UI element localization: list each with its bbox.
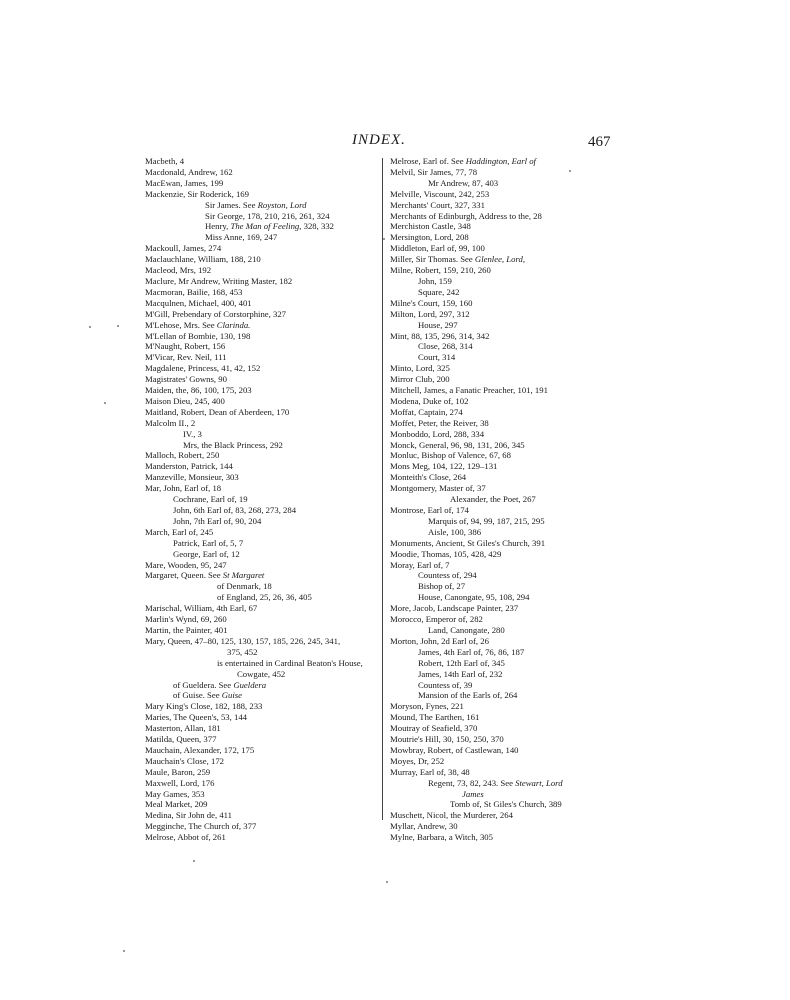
index-entry-text: Medina, Sir John de, 411 bbox=[145, 810, 233, 821]
index-entry bbox=[145, 581, 375, 592]
index-entry bbox=[145, 243, 375, 254]
index-entry-text: Maxwell, Lord, 176 bbox=[145, 777, 215, 788]
index-entry bbox=[390, 211, 610, 222]
index-entry-text: Melrose, Abbot of, 261 bbox=[145, 832, 226, 843]
index-entry-text: Regent, 73, 82, 243. See bbox=[428, 777, 516, 788]
index-entry bbox=[390, 331, 610, 342]
index-entry-text: Macleod, Mrs, 192 bbox=[145, 265, 212, 276]
index-entry-text: Malloch, Robert, 250 bbox=[145, 450, 220, 461]
index-entry-text: Mary King's Close, 182, 188, 233 bbox=[145, 701, 263, 712]
index-entry-text: Alexander, the Poet, 267 bbox=[450, 494, 536, 505]
index-entry-text: Margaret, Queen. See bbox=[145, 570, 223, 581]
index-entry-text: John, 6th Earl of, 83, 268, 273, 284 bbox=[173, 505, 297, 515]
index-entry-text: M'Lellan of Bombie, 130, 198 bbox=[145, 330, 251, 341]
index-entry bbox=[145, 832, 375, 843]
index-entry-text: Melvil, Sir James, 77, 78 bbox=[390, 166, 478, 177]
page-header bbox=[0, 132, 790, 152]
index-entry bbox=[145, 483, 375, 494]
index-entry bbox=[390, 287, 610, 298]
index-entry-text: James, 14th Earl of, 232 bbox=[418, 668, 503, 679]
index-entry-text: Mackoull, James, 274 bbox=[145, 243, 222, 254]
index-entry-text: IV., 3 bbox=[183, 428, 202, 439]
index-entry bbox=[145, 341, 375, 352]
index-entry bbox=[145, 450, 375, 461]
index-entry-text: Milne's Court, 159, 160 bbox=[390, 297, 473, 308]
index-entry-text: Manderston, Patrick, 144 bbox=[145, 461, 233, 472]
index-entry bbox=[145, 494, 375, 505]
index-entry bbox=[145, 287, 375, 298]
index-entry-text: George, Earl of, 12 bbox=[173, 548, 240, 559]
index-entry bbox=[145, 636, 375, 647]
index-entry-text: Henry, bbox=[205, 221, 231, 232]
index-entry-text: Mrs, the Black Princess, 292 bbox=[183, 439, 283, 450]
index-entry-text: Mylne, Barbara, a Witch, 305 bbox=[390, 832, 493, 843]
index-entry bbox=[390, 680, 610, 691]
index-entry-text: Myllar, Andrew, 30 bbox=[390, 821, 458, 832]
index-entry bbox=[145, 211, 375, 222]
index-entry bbox=[390, 647, 610, 658]
index-entry-text: Marlin's Wynd, 69, 260 bbox=[145, 614, 227, 625]
index-entry bbox=[145, 723, 375, 734]
index-entry bbox=[390, 189, 610, 200]
index-entry-text: Miller, Sir Thomas. See bbox=[390, 254, 475, 265]
index-entry-text: May Games, 353 bbox=[145, 788, 205, 799]
index-entry bbox=[145, 429, 375, 440]
index-entry bbox=[145, 789, 375, 800]
index-entry bbox=[145, 396, 375, 407]
index-entry-text: Moffat, Captain, 274 bbox=[390, 406, 463, 417]
index-entry-text: Bishop of, 27 bbox=[418, 581, 466, 592]
index-entry bbox=[390, 352, 610, 363]
scan-speck bbox=[117, 325, 119, 327]
index-entry bbox=[390, 178, 610, 189]
index-entry bbox=[145, 156, 375, 167]
index-entry bbox=[390, 298, 610, 309]
index-entry-text: Court, 314 bbox=[418, 352, 456, 363]
index-entry bbox=[390, 450, 610, 461]
index-entry bbox=[145, 625, 375, 636]
index-entry bbox=[390, 472, 610, 483]
index-entry-text: Macbeth, 4 bbox=[145, 156, 185, 166]
index-entry-text: Mare, Wooden, 95, 247 bbox=[145, 559, 227, 570]
index-entry-text: M'Vicar, Rev. Neil, 111 bbox=[145, 352, 227, 363]
index-entry-text: James, 4th Earl of, 76, 86, 187 bbox=[418, 646, 525, 657]
index-entry-text: Maclauchlane, William, 188, 210 bbox=[145, 254, 261, 265]
index-entry bbox=[145, 527, 375, 538]
index-entry-text: Milne, Robert, 159, 210, 260 bbox=[390, 265, 491, 276]
index-entry-text: Moodie, Thomas, 105, 428, 429 bbox=[390, 548, 502, 559]
index-entry-text: Monboddo, Lord, 288, 334 bbox=[390, 428, 485, 439]
index-entry-text: Mar, John, Earl of, 18 bbox=[145, 483, 222, 494]
index-entry bbox=[390, 832, 610, 843]
index-entry bbox=[145, 232, 375, 243]
index-entry bbox=[390, 636, 610, 647]
index-entry-crossref: Haddington, Earl of bbox=[465, 156, 536, 166]
scan-speck bbox=[123, 950, 125, 952]
index-entry bbox=[145, 669, 375, 680]
index-entry bbox=[390, 756, 610, 767]
index-entry-text: Martin, the Painter, 401 bbox=[145, 624, 228, 635]
index-entry-text: Aisle, 100, 386 bbox=[428, 526, 482, 537]
index-entry-text: Merchants of Edinburgh, Address to the, 28 bbox=[390, 210, 542, 221]
index-entry-text: MacEwan, James, 199 bbox=[145, 177, 224, 188]
index-entry-text: Mansion of the Earls of, 264 bbox=[418, 690, 518, 701]
index-entry bbox=[145, 472, 375, 483]
index-entry bbox=[145, 516, 375, 527]
index-entry bbox=[390, 461, 610, 472]
index-entry bbox=[390, 341, 610, 352]
index-entry bbox=[390, 243, 610, 254]
index-entry bbox=[390, 363, 610, 374]
index-entry bbox=[145, 189, 375, 200]
index-entry bbox=[145, 309, 375, 320]
index-entry bbox=[390, 690, 610, 701]
index-entry-text: Sir George, 178, 210, 216, 261, 324 bbox=[205, 210, 330, 221]
index-entry-text: Macqulnen, Michael, 400, 401 bbox=[145, 297, 252, 308]
index-entry-crossref: The Man of Feeling bbox=[230, 221, 300, 232]
index-entry bbox=[145, 505, 375, 516]
index-entry-text: Modena, Duke of, 102 bbox=[390, 395, 469, 406]
index-entry bbox=[145, 200, 375, 211]
index-entry-text: More, Jacob, Landscape Painter, 237 bbox=[390, 603, 519, 614]
index-entry bbox=[145, 352, 375, 363]
index-entry-text: Monck, General, 96, 98, 131, 206, 345 bbox=[390, 439, 525, 450]
index-entry bbox=[390, 789, 610, 800]
index-entry bbox=[390, 821, 610, 832]
index-entry-text: Mackenzie, Sir Roderick, 169 bbox=[145, 188, 249, 199]
index-entry-text: Moray, Earl of, 7 bbox=[390, 559, 450, 570]
scan-speck bbox=[386, 881, 388, 883]
index-entry bbox=[145, 756, 375, 767]
index-entry-text: Patrick, Earl of, 5, 7 bbox=[173, 537, 244, 548]
index-entry bbox=[390, 156, 610, 167]
index-entry bbox=[145, 440, 375, 451]
index-entry bbox=[390, 374, 610, 385]
index-entry-text: Macdonald, Andrew, 162 bbox=[145, 166, 233, 177]
index-entry-text: Mr Andrew, 87, 403 bbox=[428, 177, 499, 188]
index-entry-text: Cochrane, Earl of, 19 bbox=[173, 494, 248, 505]
index-entry-text: Miss Anne, 169, 247 bbox=[205, 232, 278, 243]
index-entry bbox=[390, 745, 610, 756]
index-entry bbox=[390, 429, 610, 440]
index-entry-text: Manzeville, Monsieur, 303 bbox=[145, 472, 239, 483]
index-entry-pages: , 328, 332 bbox=[299, 221, 335, 232]
index-entry-text: Robert, 12th Earl of, 345 bbox=[418, 657, 505, 668]
index-entry-text: Mauchain, Alexander, 172, 175 bbox=[145, 744, 255, 755]
index-entry bbox=[145, 592, 375, 603]
index-entry-text: M'Lehose, Mrs. See bbox=[145, 319, 217, 330]
index-entry-text: Mersington, Lord, 208 bbox=[390, 232, 469, 243]
index-entry bbox=[390, 560, 610, 571]
index-entry bbox=[390, 200, 610, 211]
index-entry-text: House, 297 bbox=[418, 319, 458, 330]
index-entry bbox=[390, 494, 610, 505]
index-entry bbox=[390, 767, 610, 778]
index-entry-text: Minto, Lord, 325 bbox=[390, 363, 450, 374]
index-entry-text: 375, 452 bbox=[227, 646, 258, 657]
index-entry-text: Montrose, Earl of, 174 bbox=[390, 505, 469, 515]
index-entry bbox=[145, 560, 375, 571]
index-entry bbox=[145, 799, 375, 810]
index-entry-text: Cowgate, 452 bbox=[237, 668, 286, 679]
index-entry bbox=[145, 418, 375, 429]
index-entry bbox=[145, 538, 375, 549]
index-entry bbox=[145, 647, 375, 658]
scan-speck bbox=[569, 170, 571, 172]
index-entry-text: Meal Market, 209 bbox=[145, 799, 208, 810]
index-entry-text: House, Canongate, 95, 108, 294 bbox=[418, 592, 530, 603]
index-entry-text: Masterton, Allan, 181 bbox=[145, 723, 221, 734]
index-entry-crossref: James bbox=[462, 788, 484, 799]
index-entry-text: Magdalene, Princess, 41, 42, 152 bbox=[145, 363, 261, 374]
index-entry-text: Close, 268, 314 bbox=[418, 341, 473, 352]
index-entry-text: Tomb of, St Giles's Church, 389 bbox=[450, 799, 562, 810]
index-entry-text: of Guise. See bbox=[173, 690, 222, 701]
index-entry-text: Monteith's Close, 264 bbox=[390, 472, 467, 483]
running-title: INDEX. bbox=[352, 132, 406, 148]
index-entry bbox=[390, 309, 610, 320]
index-entry bbox=[390, 167, 610, 178]
index-entry bbox=[145, 265, 375, 276]
index-entry bbox=[145, 276, 375, 287]
index-entry bbox=[390, 440, 610, 451]
index-entry bbox=[145, 570, 375, 581]
index-entry-text: Mowbray, Robert, of Castlewan, 140 bbox=[390, 744, 519, 755]
index-entry bbox=[145, 167, 375, 178]
index-entry-text: Milton, Lord, 297, 312 bbox=[390, 308, 470, 319]
index-entry bbox=[390, 396, 610, 407]
scan-speck bbox=[89, 326, 91, 328]
index-entry-text: Maclure, Mr Andrew, Writing Master, 182 bbox=[145, 275, 293, 286]
index-entry bbox=[145, 331, 375, 342]
index-entry-text: Malcolm II., 2 bbox=[145, 417, 196, 428]
index-entry bbox=[390, 592, 610, 603]
index-entry-crossref: Gueldera bbox=[233, 679, 267, 690]
index-entry bbox=[390, 407, 610, 418]
index-entry bbox=[390, 701, 610, 712]
index-entry bbox=[145, 810, 375, 821]
index-entry bbox=[390, 385, 610, 396]
index-entry-text: Monuments, Ancient, St Giles's Church, 391 bbox=[390, 537, 546, 548]
index-entry bbox=[390, 232, 610, 243]
index-entry bbox=[145, 603, 375, 614]
index-entry bbox=[145, 461, 375, 472]
index-entry bbox=[390, 625, 610, 636]
index-entry bbox=[390, 778, 610, 789]
index-entry bbox=[390, 810, 610, 821]
index-entry-text: M'Naught, Robert, 156 bbox=[145, 341, 226, 352]
index-entry bbox=[145, 734, 375, 745]
index-entry-text: Moutrie's Hill, 30, 150, 250, 370 bbox=[390, 734, 504, 745]
index-entry bbox=[145, 701, 375, 712]
index-entry-text: Square, 242 bbox=[418, 286, 460, 297]
index-entry bbox=[390, 570, 610, 581]
index-column-left bbox=[145, 156, 375, 843]
index-entry bbox=[390, 799, 610, 810]
index-entry-text: of Gueldera. See bbox=[173, 679, 234, 690]
index-entry bbox=[390, 538, 610, 549]
index-entry-text: John, 159 bbox=[418, 275, 452, 286]
index-entry-text: Merchiston Castle, 348 bbox=[390, 221, 471, 232]
index-entry bbox=[145, 767, 375, 778]
index-entry-text: Moyes, Dr, 252 bbox=[390, 755, 445, 766]
index-entry-text: Maries, The Queen's, 53, 144 bbox=[145, 712, 248, 723]
index-entry-text: Mirror Club, 200 bbox=[390, 374, 450, 385]
scan-speck bbox=[383, 238, 385, 240]
index-entry bbox=[145, 745, 375, 756]
index-entry-text: Land, Canongate, 280 bbox=[428, 624, 505, 635]
index-entry-text: March, Earl of, 245 bbox=[145, 526, 214, 537]
index-entry-text: Matilda, Queen, 377 bbox=[145, 734, 217, 745]
index-entry bbox=[145, 549, 375, 560]
index-entry bbox=[145, 298, 375, 309]
index-entry bbox=[145, 254, 375, 265]
index-entry-text: Melville, Viscount, 242, 253 bbox=[390, 188, 490, 199]
scan-speck bbox=[193, 860, 195, 862]
index-entry-text: Muschett, Nicol, the Murderer, 264 bbox=[390, 810, 513, 821]
index-entry-text: Sir James. See bbox=[205, 199, 258, 210]
index-entry bbox=[145, 712, 375, 723]
index-entry-text: Monluc, Bishop of Valence, 67, 68 bbox=[390, 450, 511, 461]
index-entry bbox=[390, 483, 610, 494]
index-entry bbox=[390, 658, 610, 669]
index-entry-crossref: Royston, Lord bbox=[257, 199, 307, 210]
index-entry-text: M'Gill, Prebendary of Corstorphine, 327 bbox=[145, 308, 287, 319]
index-entry bbox=[390, 276, 610, 287]
index-entry-text: Murray, Earl of, 38, 48 bbox=[390, 766, 470, 777]
index-entry-text: Macmoran, Bailie, 168, 453 bbox=[145, 286, 243, 297]
index-entry-text: Countess of, 39 bbox=[418, 679, 473, 690]
index-entry-text: Maule, Baron, 259 bbox=[145, 766, 211, 777]
index-entry bbox=[145, 221, 375, 232]
index-entry-text: Mons Meg, 104, 122, 129–131 bbox=[390, 461, 498, 472]
index-entry-text: Morocco, Emperor of, 282 bbox=[390, 614, 483, 625]
index-entry-crossref: Guise bbox=[221, 690, 243, 701]
index-entry bbox=[145, 778, 375, 789]
index-entry-text: Middleton, Earl of, 99, 100 bbox=[390, 243, 485, 254]
index-entry bbox=[390, 581, 610, 592]
index-entry-text: Mauchain's Close, 172 bbox=[145, 755, 225, 766]
index-entry-text: Moryson, Fynes, 221 bbox=[390, 701, 464, 712]
index-entry-text: Countess of, 294 bbox=[418, 570, 477, 581]
index-entry-text: Maiden, the, 86, 100, 175, 203 bbox=[145, 385, 252, 396]
index-entry-text: Magistrates' Gowns, 90 bbox=[145, 374, 227, 385]
index-entry bbox=[145, 680, 375, 691]
scan-speck bbox=[104, 402, 106, 404]
index-entry-text: Melrose, Earl of. See bbox=[390, 156, 466, 166]
index-entry bbox=[390, 505, 610, 516]
index-entry-text: Montgomery, Master of, 37 bbox=[390, 483, 486, 494]
index-entry bbox=[390, 669, 610, 680]
index-entry-text: Mary, Queen, 47–80, 125, 130, 157, 185, 226, 245, 341, bbox=[145, 635, 341, 646]
index-entry bbox=[145, 821, 375, 832]
index-entry bbox=[390, 614, 610, 625]
index-entry bbox=[390, 712, 610, 723]
index-entry bbox=[390, 418, 610, 429]
index-entry-text: of England, 25, 26, 36, 405 bbox=[217, 592, 312, 603]
index-entry-crossref: Glenlee, Lord, bbox=[474, 254, 526, 265]
index-entry bbox=[390, 516, 610, 527]
index-entry bbox=[145, 658, 375, 669]
index-entry-text: of Denmark, 18 bbox=[217, 581, 272, 592]
index-entry bbox=[390, 549, 610, 560]
index-entry bbox=[390, 527, 610, 538]
index-entry-text: Marischal, William, 4th Earl, 67 bbox=[145, 603, 258, 614]
index-entry-text: Megginche, The Church of, 377 bbox=[145, 821, 257, 832]
index-entry bbox=[390, 221, 610, 232]
index-entry bbox=[145, 690, 375, 701]
index-entry-text: Mitchell, James, a Fanatic Preacher, 101, 191 bbox=[390, 385, 548, 396]
column-divider bbox=[382, 158, 383, 820]
index-entry bbox=[145, 374, 375, 385]
index-entry bbox=[145, 320, 375, 331]
index-entry-crossref: St Margaret bbox=[222, 570, 265, 581]
index-entry-text: Marquis of, 94, 99, 187, 215, 295 bbox=[428, 515, 545, 526]
index-entry-text: Moutray of Seafield, 370 bbox=[390, 723, 478, 734]
index-entry-crossref: Stewart, Lord bbox=[515, 777, 563, 788]
index-entry bbox=[145, 407, 375, 418]
index-entry-text: Maitland, Robert, Dean of Aberdeen, 170 bbox=[145, 406, 290, 417]
index-entry bbox=[390, 734, 610, 745]
index-entry bbox=[145, 178, 375, 189]
index-entry-text: Moffet, Peter, the Reiver, 38 bbox=[390, 417, 489, 428]
index-entry bbox=[145, 363, 375, 374]
index-entry-text: Morton, John, 2d Earl of, 26 bbox=[390, 635, 489, 646]
index-entry bbox=[390, 254, 610, 265]
index-entry-text: John, 7th Earl of, 90, 204 bbox=[173, 515, 262, 526]
page-number: 467 bbox=[588, 134, 611, 150]
index-entry-text: Mound, The Earthen, 161 bbox=[390, 712, 480, 723]
index-entry bbox=[145, 614, 375, 625]
index-entry bbox=[390, 723, 610, 734]
index-entry bbox=[390, 265, 610, 276]
index-entry-crossref: Clarinda. bbox=[216, 319, 251, 330]
index-entry bbox=[390, 603, 610, 614]
index-entry-text: is entertained in Cardinal Beaton's House, bbox=[217, 657, 363, 668]
index-column-right bbox=[390, 156, 610, 843]
index-entry bbox=[390, 320, 610, 331]
index-entry-text: Maison Dieu, 245, 400 bbox=[145, 395, 225, 406]
index-entry bbox=[145, 385, 375, 396]
index-entry-text: Mint, 88, 135, 296, 314, 342 bbox=[390, 330, 490, 341]
index-entry-text: Merchants' Court, 327, 331 bbox=[390, 199, 485, 210]
